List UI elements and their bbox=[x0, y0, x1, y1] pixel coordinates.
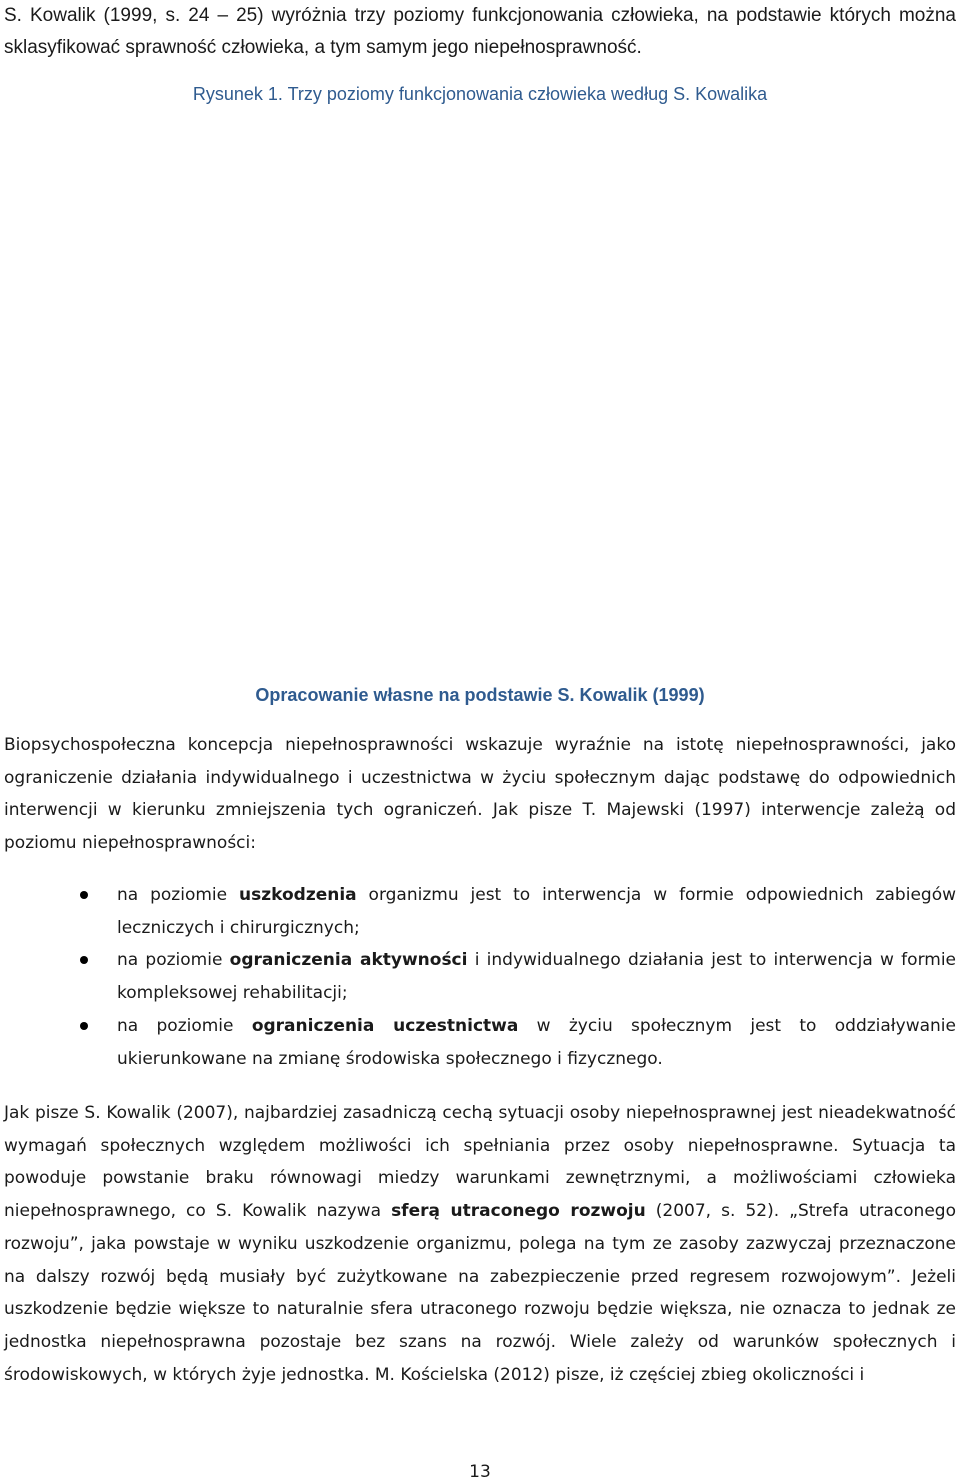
list-item bbox=[0, 879, 960, 944]
list-item bbox=[0, 1010, 960, 1075]
list-item-keyword: uszkodzenia bbox=[239, 885, 357, 905]
page-number: 13 bbox=[469, 1462, 491, 1482]
bullet-icon bbox=[80, 891, 88, 899]
figure-placeholder bbox=[0, 115, 960, 675]
list-item-text: i indywidualnego działania jest to interwencja w formie kompleksowej rehabilitacji; bbox=[117, 950, 957, 1004]
bullet-icon bbox=[80, 1022, 88, 1030]
list-item-text: na poziomie bbox=[117, 885, 239, 905]
list-item-text: na poziomie bbox=[117, 1015, 252, 1036]
list-item bbox=[0, 944, 960, 1009]
bullet-icon bbox=[80, 956, 88, 964]
paragraph-keyword: sferą utraconego rozwoju bbox=[391, 1201, 646, 1222]
intervention-levels-list bbox=[0, 879, 960, 1075]
figure-caption: Rysunek 1. Trzy poziomy funkcjonowania człowieka według S. Kowalika bbox=[192, 84, 768, 104]
intro-paragraph: S. Kowalik (1999, s. 24 – 25) wyróżnia trzy poziomy funkcjonowania człowieka, na podstawie których można sklasyfikować sprawność człowieka, a tym samym jego niepełnosprawność. bbox=[4, 5, 956, 58]
paragraph-lost-development bbox=[4, 1097, 956, 1391]
paragraph-text: Jak pisze S. Kowalik (2007), najbardziej zasadniczą cechą sytuacji osoby niepełnosprawnej jest nieadekwatność wymagań społecznych względem możliwości ich spełniania przez osoby niepełnosprawne. Sytuacja ta powoduje powstanie braku równowagi miedzy warunkami zewnętrznymi, a możliwościami człowieka niepełnosprawnego, co S. Kowalik nazywa bbox=[4, 1103, 956, 1222]
list-item-keyword: ograniczenia aktywności bbox=[229, 950, 468, 971]
figure-source: Opracowanie własne na podstawie S. Kowalik (1999) bbox=[255, 685, 705, 705]
list-item-text: na poziomie bbox=[117, 950, 230, 971]
paragraph-disability-concept: Biopsychospołeczna koncepcja niepełnosprawności wskazuje wyraźnie na istotę niepełnosprawności, jako ograniczenie działania indywidualnego i uczestnictwa w życiu społecznym dając podstawę do odpowiednich interwencji w kierunku zmniejszenia tych ograniczeń. Jak pisze T. Majewski (1997) interwencje zależą od poziomu niepełnosprawności: bbox=[4, 735, 956, 854]
list-item-text: w życiu społecznym jest to oddziaływanie ukierunkowane na zmianę środowiska społecznego i fizycznego. bbox=[117, 1015, 956, 1069]
list-item-text: organizmu jest to interwencja w formie odpowiednich zabiegów leczniczych i chirurgicznych; bbox=[117, 885, 956, 938]
list-item-keyword: ograniczenia uczestnictwa bbox=[251, 1015, 519, 1036]
paragraph-text: (2007, s. 52). „Strefa utraconego rozwoju”, jaka powstaje w wyniku uszkodzenie organizmu, polega na tym ze zasoby zazwyczaj przeznaczone na dalszy rozwój będą musiały być zużytkowane na zabezpieczenie przed regresem rozwojowym”. Jeżeli uszkodzenie będzie większe to naturalnie sfera utraconego rozwoju będzie większa, nie oznacza to jednak ze jednostka niepełnosprawna pozostaje bez szans na rozwój. Wiele zależy od warunków społecznych i środowiskowych, w których żyje jednostka. M. Kościelska (2012) pisze, iż częściej zbieg okoliczności i bbox=[4, 1201, 956, 1385]
